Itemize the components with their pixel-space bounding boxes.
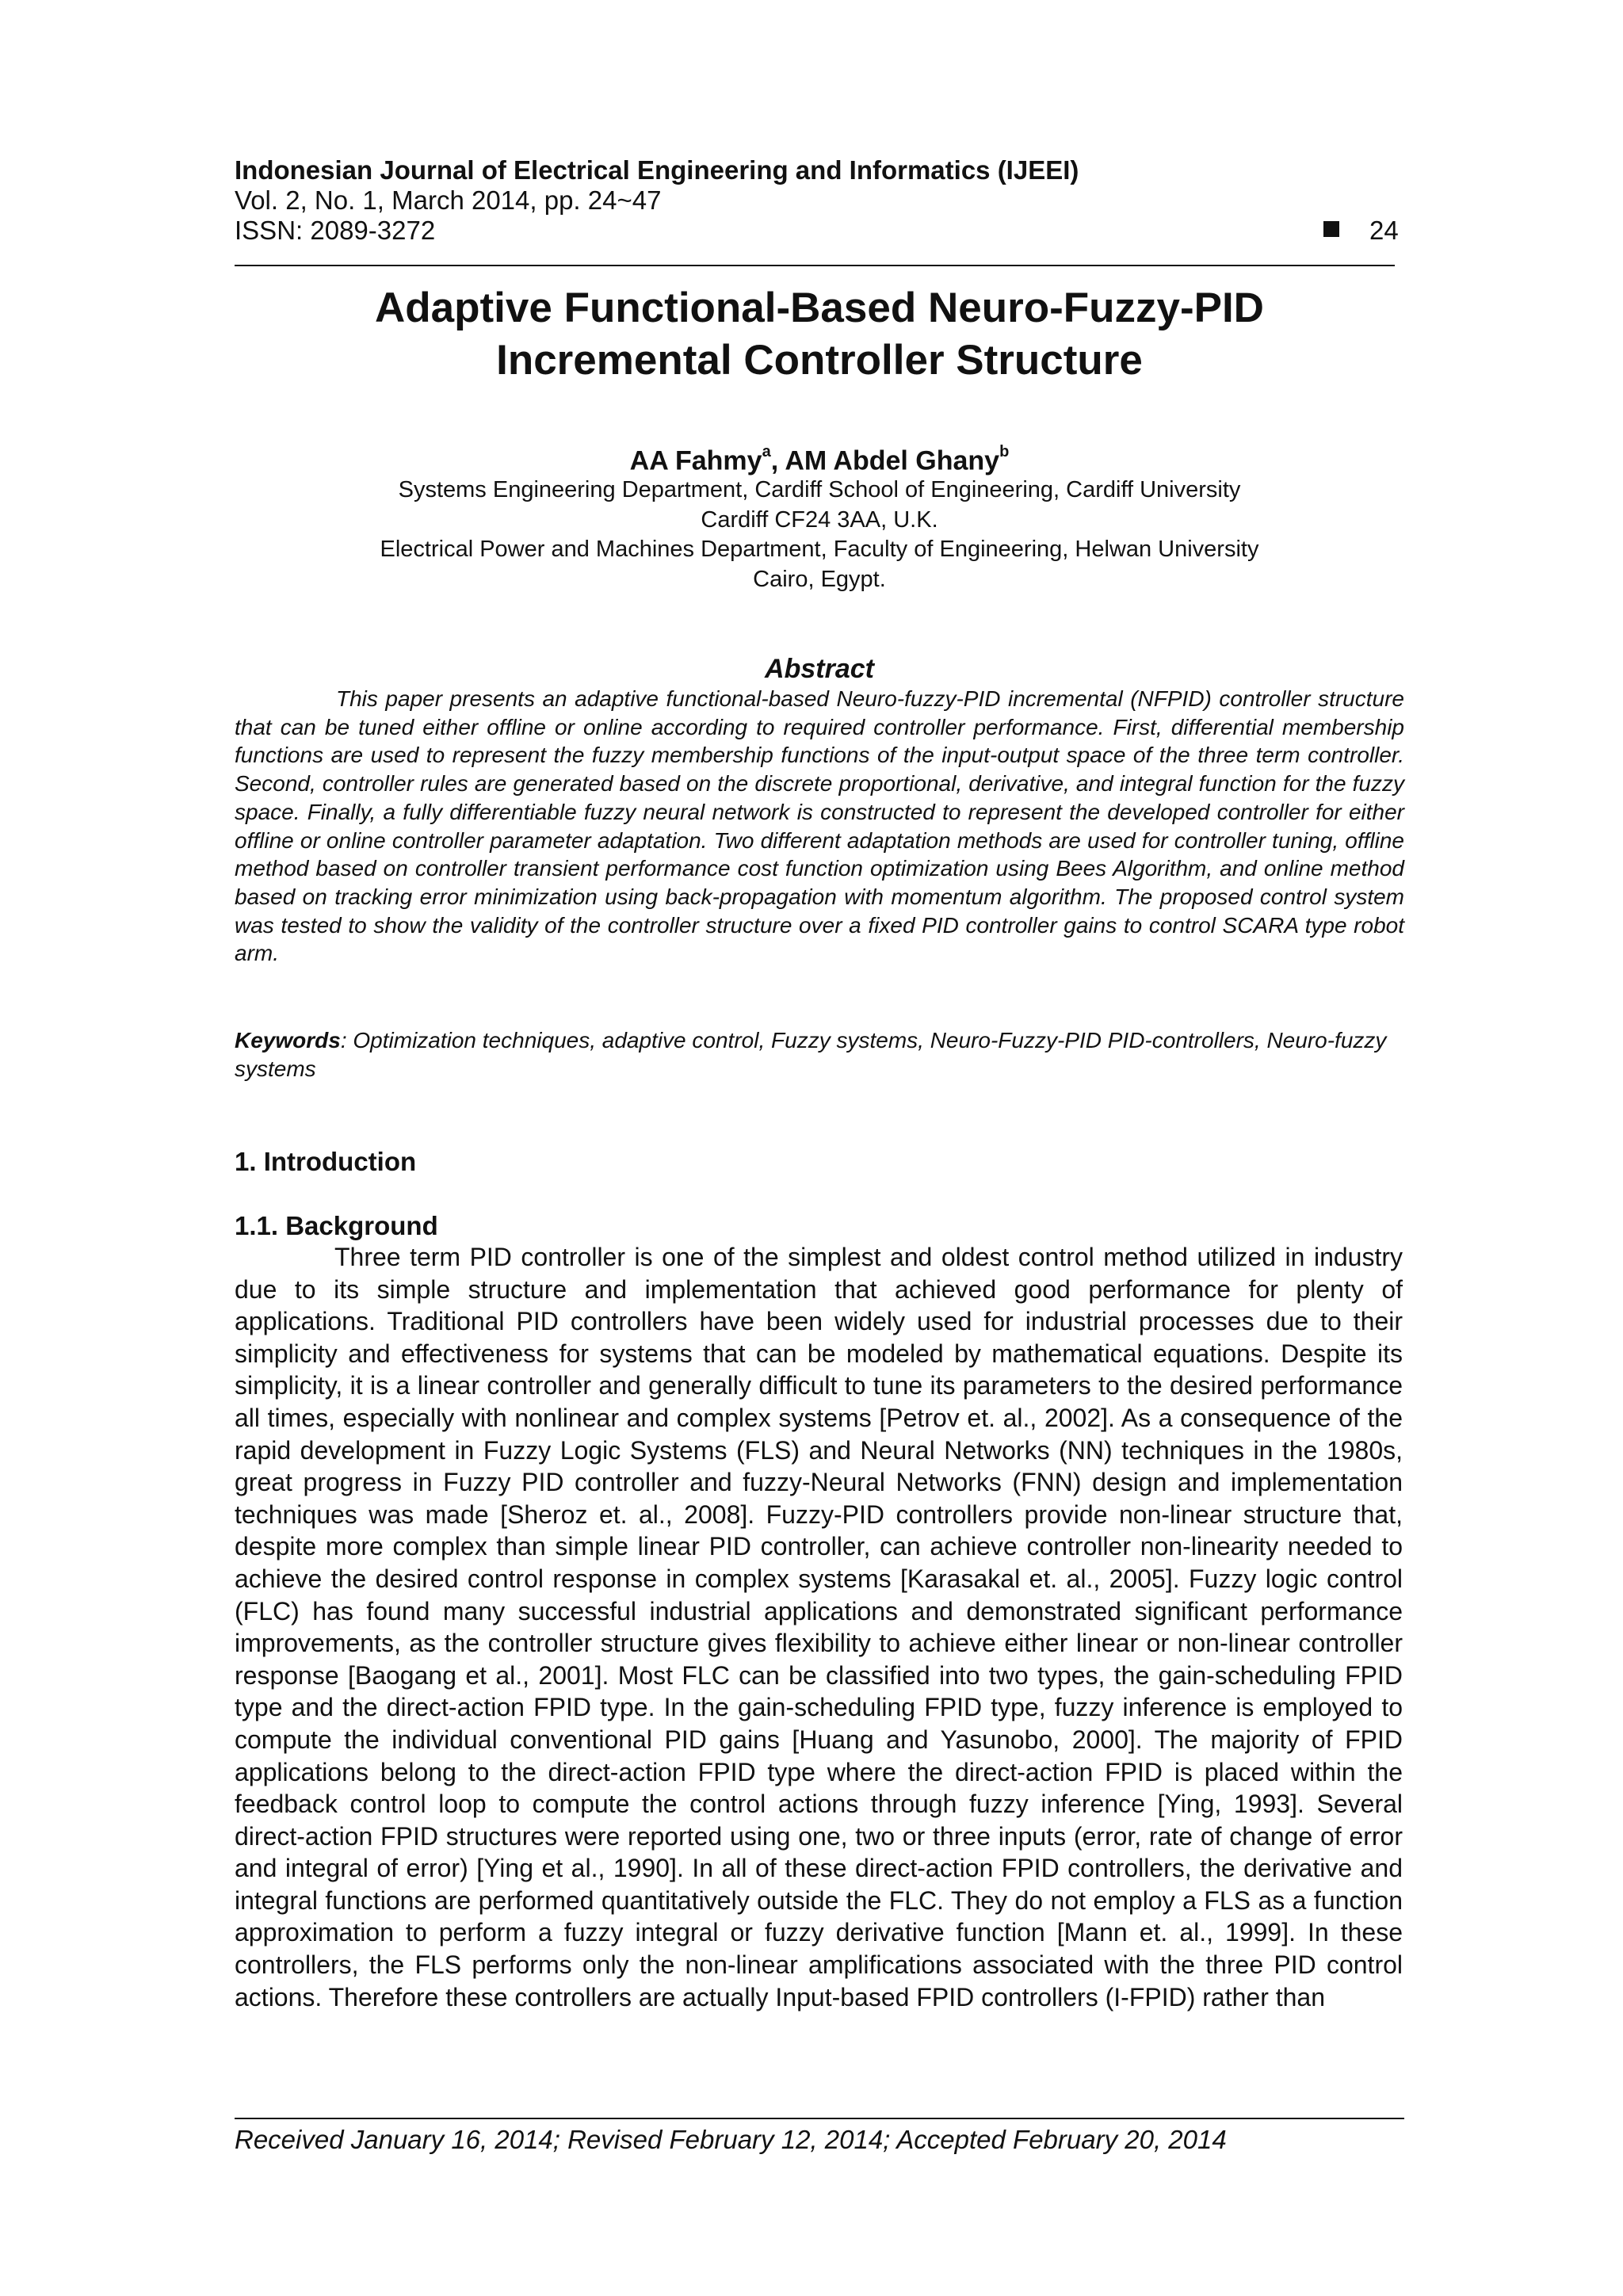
journal-name: Indonesian Journal of Electrical Engineering and Informatics (IJEEI) [235, 155, 1079, 185]
section-heading-introduction: 1. Introduction [235, 1147, 417, 1176]
paper-title [235, 282, 1404, 387]
author-list [235, 439, 1404, 476]
footer-divider [235, 2118, 1404, 2119]
abstract-text: This paper presents an adaptive functional-based Neuro-fuzzy-PID incremental (NFPID) controller structure that can be tuned either offline or online according to required controller performance. First, differential membership functions are used to represent the fuzzy membership functions of the input-output space of the three term controller. Second, controller rules are generated based on the discrete proportional, derivative, and integral function for the fuzzy space. Finally, a fully differentiable fuzzy neural network is constructed to represent the developed controller for either offline or online controller parameter adaptation. Two different adaptation methods are used for controller tuning, offline method based on controller transient performance cost function optimization using Bees Algorithm, and online method based on tracking error minimization using back-propagation with momentum algorithm. The proposed control system was tested to show the validity of the controller structure over a fixed PID controller gains to control SCARA type robot arm. [235, 686, 1404, 966]
author-2-name: AM Abdel Ghany [785, 445, 1000, 476]
affiliation-line: Cairo, Egypt. [753, 566, 886, 592]
affiliation-line: Electrical Power and Machines Department, Faculty of Engineering, Helwan University [380, 537, 1259, 562]
submission-dates: Received January 16, 2014; Revised February 12, 2014; Accepted February 20, 2014 [235, 2125, 1227, 2154]
affiliations [235, 476, 1404, 594]
paper-title-line-1: Adaptive Functional-Based Neuro-Fuzzy-PID [375, 285, 1264, 331]
journal-volume: Vol. 2, No. 1, March 2014, pp. 24~47 [235, 185, 662, 215]
keywords-list: : Optimization techniques, adaptive control, Fuzzy systems, Neuro-Fuzzy-PID PID-controllers, Neuro-fuzzy systems [235, 1028, 1387, 1081]
affiliation-line: Cardiff CF24 3AA, U.K. [701, 506, 938, 533]
author-1-affiliation-mark: a [762, 443, 771, 460]
affiliation-line: Systems Engineering Department, Cardiff School of Engineering, Cardiff University [398, 477, 1241, 502]
author-1-name: AA Fahmy [629, 445, 762, 476]
journal-issn: ISSN: 2089-3272 [235, 216, 436, 245]
subsection-heading-background: 1.1. Background [235, 1211, 438, 1240]
page-number: 24 [1369, 216, 1399, 245]
header-divider [235, 265, 1395, 266]
abstract-heading: Abstract [765, 654, 874, 684]
background-paragraph: Three term PID controller is one of the simplest and oldest control method utilized in industry due to its simple structure and implementation that achieved good performance for plenty of applications. Traditional PID controllers have been widely used for industrial processes due to their simplicity and effectiveness for systems that can be modeled by mathematical equations. Despite its simplicity, it is a linear controller and generally difficult to tune its parameters to the desired performance all times, especially with nonlinear and complex systems [Petrov et. al., 2002]. As a consequence of the rapid development in Fuzzy Logic Systems (FLS) and Neural Networks (NN) techniques in the 1980s, great progress in Fuzzy PID controller and fuzzy-Neural Networks (FNN) design and implementation techniques was made [Sheroz et. al., 2008]. Fuzzy-PID controllers provide non-linear structure that, despite more complex than simple linear PID controller, can achieve controller non-linearity needed to achieve the desired control response in complex systems [Karasakal et. al., 2005]. Fuzzy logic control (FLC) has found many successful industrial applications and demonstrated significant performance improvements, as the controller structure gives flexibility to achieve either linear or non-linear controller response [Baogang et al., 2001]. Most FLC can be classified into two types, the gain-scheduling FPID type and the direct-action FPID type. In the gain-scheduling FPID type, fuzzy inference is employed to compute the individual conventional PID gains [Huang and Yasunobo, 2000]. The majority of FPID applications belong to the direct-action FPID type where the direct-action FPID is placed within the feedback control loop to compute the control actions through fuzzy inference [Ying, 1993]. Several direct-action FPID structures were reported using one, two or three inputs (error, rate of change of error and integral of error) [Ying et al., 1990]. In all of these direct-action FPID controllers, the derivative and integral functions are performed quantitatively outside the FLC. They do not employ a FLS as a function approximation to perform a fuzzy integral or fuzzy derivative function [Mann et. al., 1999]. In these controllers, the FLS performs only the non-linear amplifications associated with the three PID control actions. Therefore these controllers are actually Input-based FPID controllers (I-FPID) rather than [235, 1243, 1403, 2011]
keywords-paragraph [235, 1026, 1404, 1083]
square-bullet-icon [1323, 221, 1339, 237]
author-separator: , [770, 445, 785, 476]
journal-header [235, 155, 1407, 246]
paper-title-line-2: Incremental Controller Structure [496, 337, 1143, 384]
author-2-affiliation-mark: b [999, 443, 1010, 460]
keywords-label: Keywords [235, 1028, 341, 1052]
